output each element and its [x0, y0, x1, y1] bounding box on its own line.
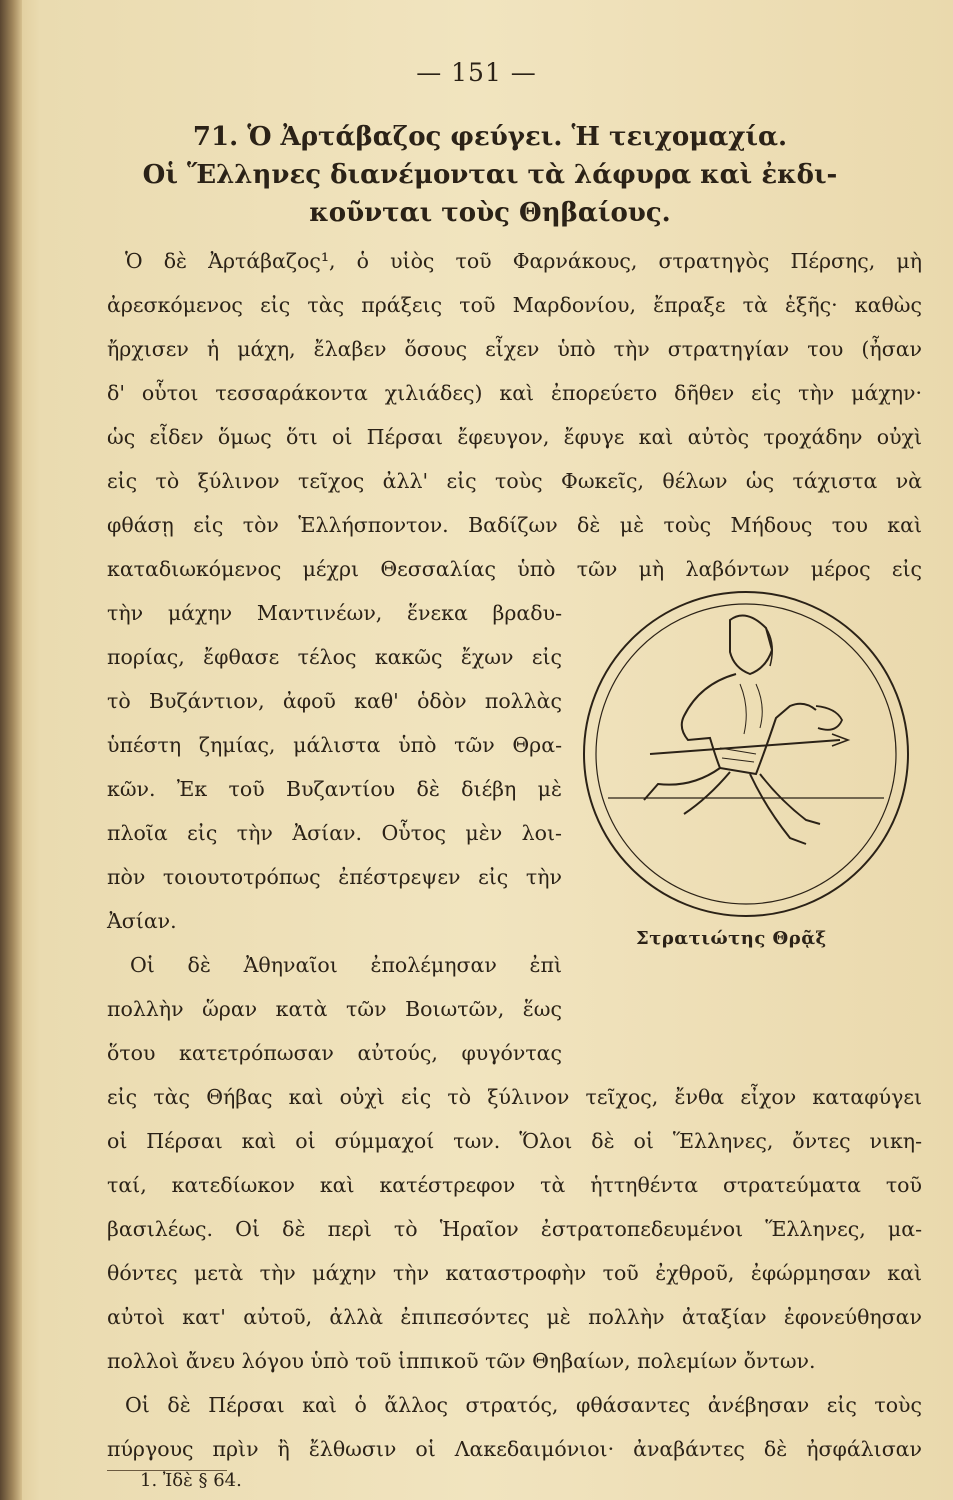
text-line: τὴν μάχην Μαντινέων, ἕνεκα βραδυ- — [107, 601, 562, 625]
text-line: πολλὴν ὥραν κατὰ τῶν Βοιωτῶν, ἕως — [107, 997, 562, 1021]
thracian-soldier-illustration — [580, 588, 912, 920]
text-line: ταί, κατεδίωκον καὶ κατέστρεφον τὰ ἡττηθέντα στρατεύματα τοῦ — [107, 1173, 922, 1197]
text-line: Ἀσίαν. — [107, 909, 177, 933]
chapter-title-line: κοῦνται τοὺς Θηβαίους. — [309, 198, 671, 228]
chapter-title-line: Οἱ Ἕλληνες διανέμονται τὰ λάφυρα καὶ ἐκδι- — [142, 160, 838, 190]
text-line: ἀρεσκόμενος εἰς τὰς πράξεις τοῦ Μαρδονίου, ἔπραξε τὰ ἑξῆς· καθὼς — [107, 293, 922, 317]
text-line: Ὁ δὲ Ἀρτάβαζος¹, ὁ υἱὸς τοῦ Φαρνάκους, στρατηγὸς Πέρσης, μὴ — [125, 249, 922, 273]
text-line: πύργους πρὶν ἢ ἔλθωσιν οἱ Λακεδαιμόνιοι· ἀναβάντες δὲ ἠσφάλισαν — [107, 1437, 922, 1461]
text-line: ὑπέστη ζημίας, μάλιστα ὑπὸ τῶν Θρα- — [107, 733, 562, 757]
text-line: Οἱ δὲ Ἀθηναῖοι ἐπολέμησαν ἐπὶ — [130, 953, 562, 977]
text-line: ὅτου κατετρόπωσαν αὐτούς, φυγόντας — [107, 1041, 562, 1065]
text-line: αὐτοὶ κατ' αὐτοῦ, ἀλλὰ ἐπιπεσόντες μὲ πολλὴν ἀταξίαν ἐφονεύθησαν — [107, 1305, 922, 1329]
text-line: εἰς τὸ ξύλινον τεῖχος ἀλλ' εἰς τοὺς Φωκεῖς, θέλων ὡς τάχιστα νὰ — [107, 469, 922, 493]
book-binding-edge — [0, 0, 22, 1500]
text-line: πὸν τοιουτοτρόπως ἐπέστρεψεν εἰς τὴν — [107, 865, 562, 889]
text-line: δ' οὗτοι τεσσαράκοντα χιλιάδες) καὶ ἐπορεύετο δῆθεν εἰς τὴν μάχην· — [107, 381, 922, 405]
text-line: βασιλέως. Οἱ δὲ περὶ τὸ Ἡραῖον ἐστρατοπεδευμένοι Ἕλληνες, μα- — [107, 1217, 922, 1241]
text-line: θόντες μετὰ τὴν μάχην τὴν καταστροφὴν τοῦ ἐχθροῦ, ἐφώρμησαν καὶ — [107, 1261, 922, 1285]
footnote: 1. Ἰδὲ § 64. — [140, 1470, 242, 1491]
figure-caption: Στρατιώτης Θρᾷξ — [636, 928, 827, 949]
text-line: εἰς τὰς Θήβας καὶ οὐχὶ εἰς τὸ ξύλινον τεῖχος, ἔνθα εἶχον καταφύγει — [107, 1085, 922, 1109]
text-line: οἱ Πέρσαι καὶ οἱ σύμμαχοί των. Ὅλοι δὲ οἱ Ἕλληνες, ὄντες νικη- — [107, 1129, 922, 1153]
text-line: τὸ Βυζάντιον, ἀφοῦ καθ' ὁδὸν πολλὰς — [107, 689, 562, 713]
text-line: καταδιωκόμενος μέχρι Θεσσαλίας ὑπὸ τῶν μὴ λαβόντων μέρος εἰς — [107, 557, 922, 581]
text-line: πορίας, ἔφθασε τέλος κακῶς ἔχων εἰς — [107, 645, 562, 669]
text-line: ὡς εἶδεν ὅμως ὅτι οἱ Πέρσαι ἔφευγον, ἔφυγε καὶ αὐτὸς τροχάδην οὐχὶ — [107, 425, 922, 449]
chapter-title — [110, 118, 870, 232]
soldier-medallion-drawing — [580, 588, 912, 920]
text-line: Οἱ δὲ Πέρσαι καὶ ὁ ἄλλος στρατός, φθάσαντες ἀνέβησαν εἰς τοὺς — [125, 1393, 922, 1417]
page-number: — 151 — — [416, 58, 537, 87]
text-line: ἤρχισεν ἡ μάχη, ἔλαβεν ὅσους εἶχεν ὑπὸ τὴν στρατηγίαν του (ἦσαν — [107, 337, 922, 361]
text-line: κῶν. Ἐκ τοῦ Βυζαντίου δὲ διέβη μὲ — [107, 777, 562, 801]
text-line: πλοῖα εἰς τὴν Ἀσίαν. Οὗτος μὲν λοι- — [107, 821, 562, 845]
chapter-title-line: 71. Ὁ Ἀρτάβαζος φεύγει. Ἡ τειχομαχία. — [192, 122, 788, 152]
text-line: πολλοὶ ἄνευ λόγου ὑπὸ τοῦ ἱππικοῦ τῶν Θηβαίων, πολεμίων ὄντων. — [107, 1349, 816, 1373]
text-line: φθάσῃ εἰς τὸν Ἑλλήσποντον. Βαδίζων δὲ μὲ τοὺς Μήδους του καὶ — [107, 513, 922, 537]
